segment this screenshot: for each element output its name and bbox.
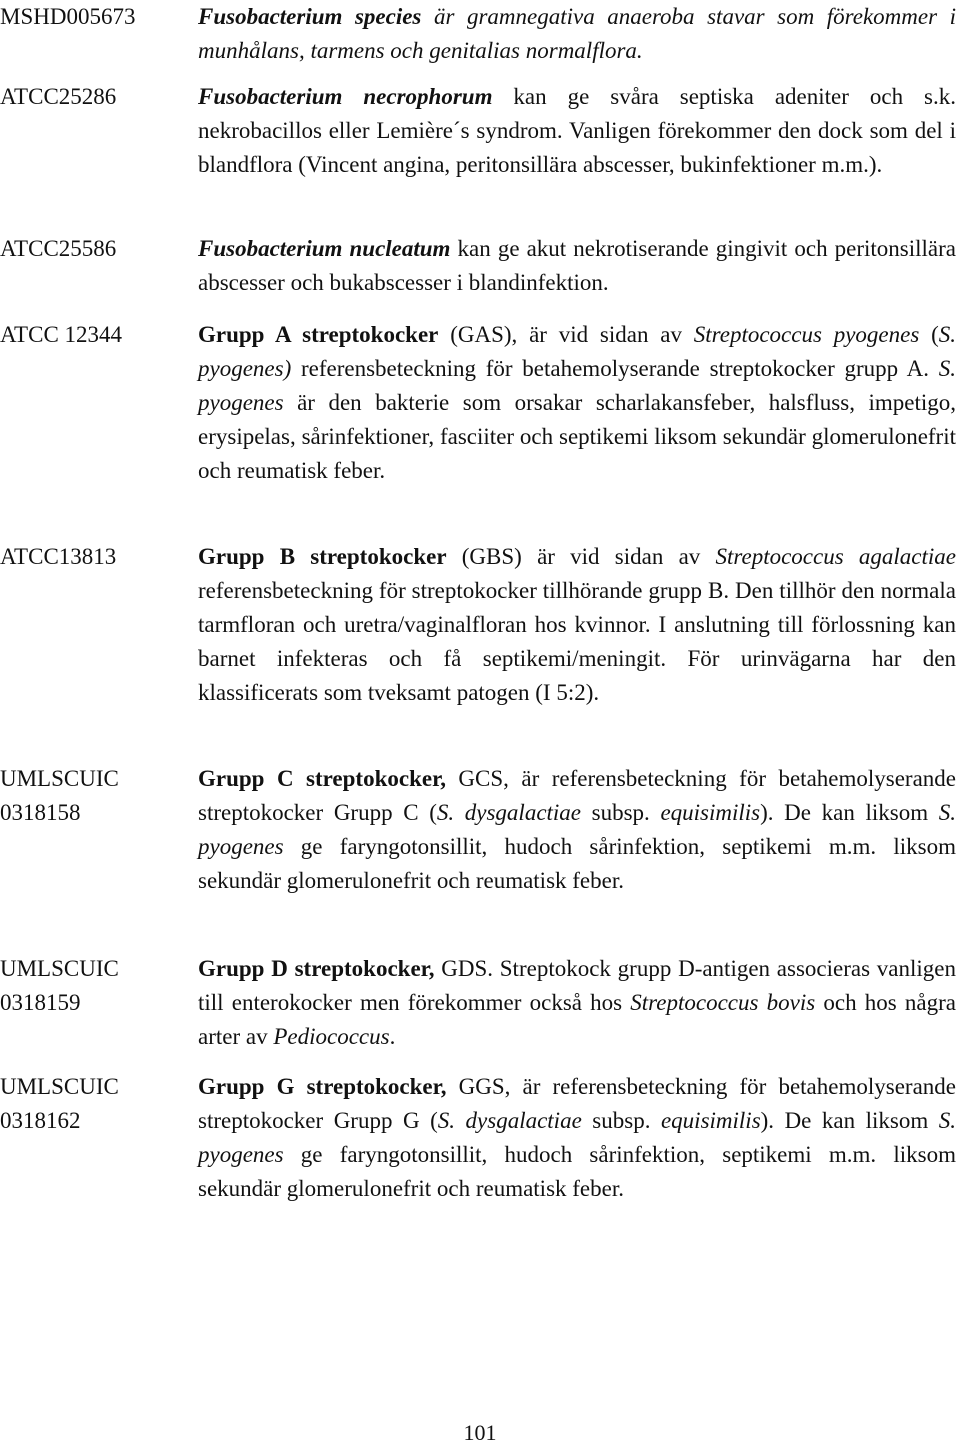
text-run: GDS. Streptokock grupp D-antigen associeras vanligen till enterokocker men förekommer också hos [198,956,956,1015]
text-run: är gramnegativa anaeroba stavar som förekommer i munhålans, tarmens och genitalias normalflora. [198,4,956,63]
text-run: Streptococcus bovis [630,990,816,1015]
entry-code-line: ATCC13813 [0,544,117,569]
entry-code [0,540,190,574]
entry-text [198,1070,956,1206]
entry-text [198,80,956,182]
text-run: ( [919,322,939,347]
text-run: Streptococcus pyogenes [693,322,920,347]
text-run: GCS, är referensbeteckning för betahemolyserande streptokocker Grupp C ( [198,766,956,825]
text-run: S. pyogenes [198,356,956,415]
text-run: kan ge svåra septiska adeniter och s.k. nekrobacillos eller Lemière´s syndrom. Vanligen förekommer den dock som del i blandflora (Vincent angina, peritonsillära abscesser, bukinfektioner m.m.). [198,84,956,177]
entry-text [198,0,956,68]
text-run: equisimilis [660,1108,761,1133]
entry-code [0,80,190,114]
text-run: equisimilis [660,800,761,825]
text-run: ge faryngotonsillit, hudoch sårinfektion, septikemi m.m. liksom sekundär glomerulonefrit och reumatisk feber. [198,1142,956,1201]
entry-code [0,1070,190,1138]
page-number: 101 [463,1420,497,1445]
text-run: är den bakterie som orsakar scharlakansfeber, halsfluss, impetigo, erysipelas, sårinfektioner, fasciiter och septikemi liksom sekundär glomerulonefrit och reumatisk feber. [198,390,956,483]
text-run: referensbeteckning för betahemolyserande streptokocker grupp A. [291,356,939,381]
text-run: (GBS) är vid sidan av [446,544,716,569]
text-run: subsp. [581,1108,661,1133]
entry-code [0,762,190,830]
text-run: Pediococcus [273,1024,390,1049]
entry-text [198,318,956,488]
entry-code-line: 0318162 [0,1108,81,1133]
text-run: ge faryngotonsillit, hudoch sårinfektion, septikemi m.m. liksom sekundär glomerulonefrit och reumatisk feber. [198,834,956,893]
text-run: Grupp D streptokocker, [198,956,435,981]
entry-code [0,0,190,34]
text-run: Fusobacterium nucleatum [198,236,451,261]
text-run: S. pyogenes [198,800,956,859]
entry-code-line: UMLSCUIC [0,766,119,791]
entry-text [198,952,956,1054]
entry-code [0,232,190,266]
entry-code-line: MSHD005673 [0,4,136,29]
text-run: subsp. [581,800,661,825]
entry-text [198,762,956,898]
text-run: referensbeteckning för streptokocker tillhörande grupp B. Den tillhör den normala tarmfloran och uretra/vaginalfloran hos kvinnor. I anslutning till förlossning kan barnet infekteras och få septikemi/meningit. För urinvägarna har den klassificerats som tveksamt patogen (I 5:2). [198,578,956,705]
entry-text [198,232,956,300]
entry-code-line: ATCC25286 [0,84,117,109]
text-run: Streptococcus agalactiae [715,544,956,569]
text-run: GGS, är referensbeteckning för betahemolyserande streptokocker Grupp G ( [198,1074,956,1133]
text-run: S. dysgalactiae [437,1108,582,1133]
text-run: ). De kan liksom [760,800,939,825]
text-run: S. pyogenes [198,1108,957,1167]
text-run: (GAS), är vid sidan av [438,322,694,347]
entry-code-line: 0318159 [0,990,81,1015]
entry-code [0,952,190,1020]
text-run: Fusobacterium necrophorum [198,84,493,109]
entry-code-line: UMLSCUIC [0,956,119,981]
text-run: och hos några arter av [198,990,956,1049]
text-run: ). De kan liksom [760,1108,939,1133]
text-run: Grupp A streptokocker [198,322,439,347]
entry-code [0,318,190,352]
text-run: S. dysgalactiae [436,800,582,825]
entry-text [198,540,956,710]
entry-code-line: UMLSCUIC [0,1074,119,1099]
text-run: Grupp C streptokocker, [198,766,446,791]
text-run: Fusobacterium species [198,4,422,29]
text-run: S. pyogenes) [198,322,956,381]
text-run: . [389,1024,396,1049]
entry-code-line: ATCC 12344 [0,322,123,347]
entry-code-line: ATCC25586 [0,236,117,261]
text-run: kan ge akut nekrotiserande gingivit och peritonsillära abscesser och bukabscesser i blandinfektion. [198,236,956,295]
text-run: Grupp G streptokocker, [198,1074,447,1099]
entry-code-line: 0318158 [0,800,81,825]
text-run: Grupp B streptokocker [198,544,447,569]
